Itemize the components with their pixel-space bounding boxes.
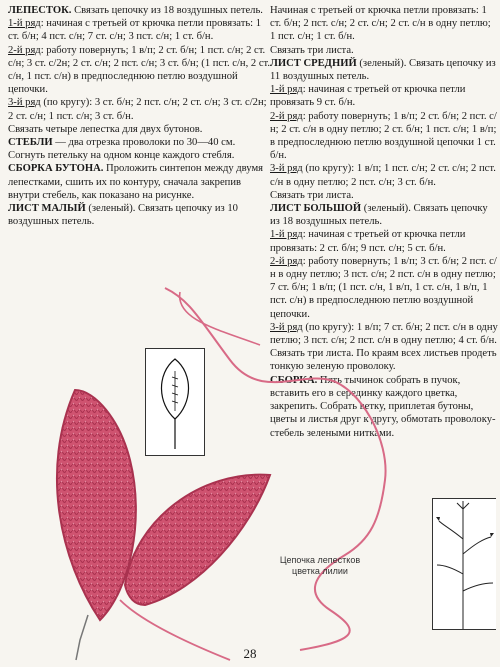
medium-leaf-paragraph: ЛИСТ СРЕДНИЙ (зеленый). Связать цепочку из 11 воздушных петель. bbox=[270, 57, 496, 83]
bud-assembly-paragraph: СБОРКА БУТОНА. Проложить синтепон между двумя лепестками, сшить их по контуру, сначала закрепив внутри стебель, как показано на рисунке. bbox=[8, 163, 264, 201]
stems-title: СТЕБЛИ bbox=[8, 137, 53, 149]
small-leaf-title: ЛИСТ МАЛЫЙ bbox=[8, 203, 86, 215]
petal-row-2: 2-й ряд: работу повернуть; 1 в/п; 2 ст. б/н; 1 пст. с/н; 2 ст. с/н; 3 ст. с/2н; 2 ст. с/н; 2 пст. с/н; 3 ст. б/н; (1 пст. с/н, 2 ст. с/н, 1 пст. с/н) в предпоследнюю петлю воздушной цепочки. bbox=[8, 44, 271, 96]
petal-left bbox=[57, 390, 136, 620]
thread-loop bbox=[180, 292, 260, 345]
petal-row-3: 3-й ряд (по кругу): 3 ст. б/н; 2 пст. с/н; 2 ст. с/н; 3 ст. с/2н; 2 ст. с/н; 1 пст. с/н; 3 ст. б/н. bbox=[8, 97, 267, 122]
page-number: 28 bbox=[243, 646, 257, 661]
bud-assembly-title: СБОРКА БУТОНА. bbox=[8, 163, 104, 175]
stems-paragraph: СТЕБЛИ — два отрезка проволоки по 30—40 см. bbox=[8, 137, 236, 149]
big-leaf-title: ЛИСТ БОЛЬШОЙ bbox=[270, 203, 362, 215]
petal-count-note: Связать четыре лепестка для двух бутонов. bbox=[8, 123, 203, 135]
thread-strand bbox=[165, 288, 386, 650]
medium-leaf-row-2: 2-й ряд: работу повернуть; 1 в/п; 2 ст. б/н; 2 пст. с/н; 2 ст. с/н в одну петлю; 2 ст. б/н; 1 пст. с/н; 1 в/п; в предпоследнюю петлю воздушной цепочки 1 ст. б/н. bbox=[270, 110, 497, 162]
small-leaf-continued: Начиная с третьей от крючка петли провязать: 1 ст. б/н; 2 пст. с/н; 2 ст. с/н; 2 ст. с/н в одну петлю; 1 пст. с/н; 1 ст. б/н. bbox=[270, 5, 491, 43]
medium-leaf-title: ЛИСТ СРЕДНИЙ bbox=[270, 57, 357, 69]
small-leaf-paragraph: ЛИСТ МАЛЫЙ (зеленый). Связать цепочку из 10 воздушных петель. bbox=[8, 203, 238, 228]
big-leaf-count: Связать три листа. По краям всех листьев продеть тонкую зеленую проволоку. bbox=[270, 348, 497, 373]
branch-diagram bbox=[432, 498, 496, 630]
petal-row-1: 1-й ряд: начиная с третьей от крючка петли провязать: 1 ст. б/н; 4 пст. с/н; 7 ст. с/н; 3 пст. с/н; 1 ст. б/н. bbox=[8, 18, 262, 43]
bud-diagram bbox=[145, 348, 205, 456]
medium-leaf-row-3: 3-й ряд (по кругу): 1 в/п; 1 пст. с/н; 2 ст. с/н; 2 пст. с/н в одну петлю; 2 пст. с/н; 3 ст. б/н. bbox=[270, 163, 496, 188]
big-leaf-row-3: 3-й ряд (по кругу): 1 в/п; 7 ст. б/н; 2 пст. с/н в одну петлю; 3 пст. с/н; 2 пст. с/н в одну петлю; 4 ст. б/н. bbox=[270, 321, 498, 347]
big-leaf-row-1: 1-й ряд: начиная с третьей от крючка петли провязать: 2 ст. б/н; 9 пст. с/н; 5 ст. б/н. bbox=[270, 229, 466, 254]
big-leaf-row-2: 2-й ряд: работу повернуть; 1 в/п; 3 ст. б/н; 2 пст. с/н в одну петлю; 3 пст. с/н; 2 пст. с/н в одну петлю; 7 ст. б/н; 1 в/п; (1 пст. с/н, 1 в/п, 1 ст. с/н, 1 в/п, 1 пст. с/н) в предпоследнюю петлю воздушной цепочки. bbox=[270, 255, 497, 320]
small-leaf-count: Связать три листа. bbox=[270, 44, 354, 56]
assembly-title: СБОРКА. bbox=[270, 374, 318, 386]
medium-leaf-count: Связать три листа. bbox=[270, 189, 354, 201]
petal-title: ЛЕПЕСТОК. bbox=[8, 5, 72, 16]
petal-right bbox=[125, 475, 270, 605]
stems-loop-note: Согнуть петельку на одном конце каждого стебля. bbox=[8, 150, 235, 162]
photo-caption: Цепочка лепестков цветка лилии bbox=[279, 555, 361, 576]
petal-paragraph: ЛЕПЕСТОК. Связать цепочку из 18 воздушных петель. bbox=[8, 5, 263, 16]
medium-leaf-row-1: 1-й ряд: начиная с третьей от крючка петли провязать 9 ст. б/н. bbox=[270, 84, 466, 109]
bud-stitch bbox=[172, 371, 178, 411]
big-leaf-paragraph: ЛИСТ БОЛЬШОЙ (зеленый). Связать цепочку из 18 воздушных петель. bbox=[270, 203, 488, 228]
assembly-paragraph: СБОРКА. Пять тычинок собрать в пучок, вставить его в серединку каждого цветка, закрепить. Собрать ветку, приплетая бутоны, цветы и листья друг к другу, обмотать проволоку-стебель зелеными нитками. bbox=[270, 374, 496, 439]
